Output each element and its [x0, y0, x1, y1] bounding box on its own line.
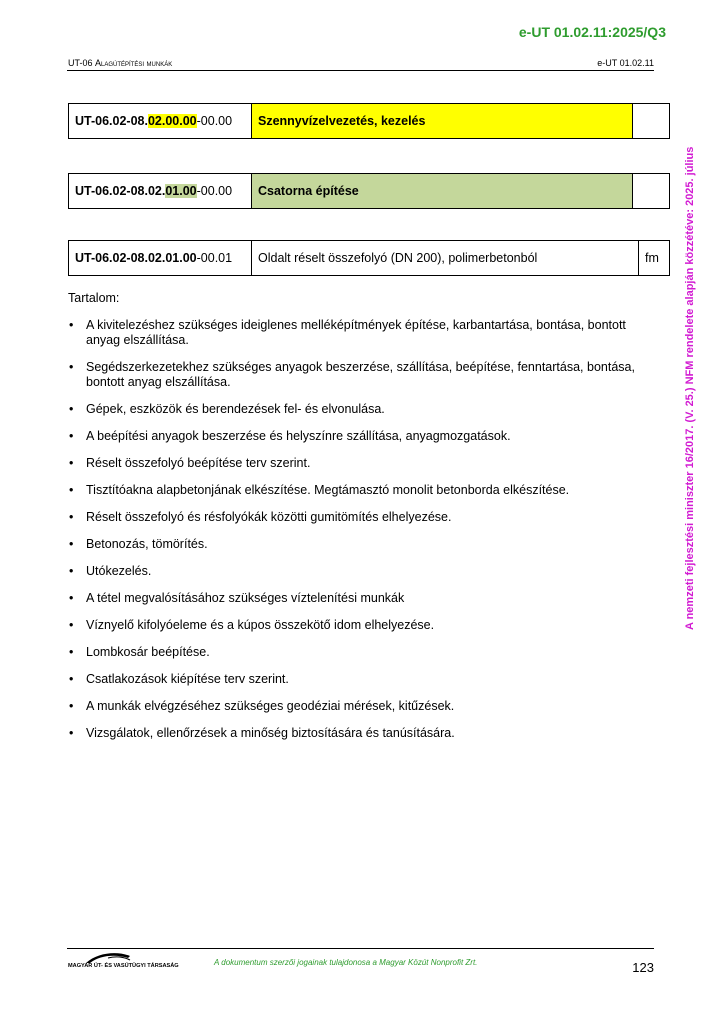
list-item: • Betonozás, tömörítés.: [68, 537, 648, 552]
item-unit: [633, 174, 670, 209]
header-chapter-prefix: UT-06: [68, 58, 96, 68]
item-code-table-level1: [68, 103, 670, 139]
document-code: e-UT 01.02.11:2025/Q3: [518, 24, 666, 40]
header-divider: [67, 70, 654, 71]
item-code-table-level3: [68, 240, 670, 276]
content-heading: Tartalom:: [68, 291, 120, 305]
list-item: • A munkák elvégzéséhez szükséges geodéziai mérések, kitűzések.: [68, 699, 648, 714]
header-chapter: [68, 58, 172, 68]
item-title: Oldalt réselt összefolyó (DN 200), polimerbetonból: [252, 241, 639, 276]
list-item: • Csatlakozások kiépítése terv szerint.: [68, 672, 648, 687]
society-logo: [68, 950, 179, 974]
code-suffix: -00.01: [196, 251, 233, 265]
list-item: • Tisztítóakna alapbetonjának elkészítése. Megtámasztó monolit betonborda elkészítése.: [68, 483, 648, 498]
list-item: • Víznyelő kifolyóeleme és a kúpos összekötő idom elhelyezése.: [68, 618, 648, 633]
table-row: [69, 241, 670, 276]
list-item: • Utókezelés.: [68, 564, 648, 579]
item-code: [69, 104, 252, 139]
item-unit: fm: [639, 241, 670, 276]
list-item: • A beépítési anyagok beszerzése és helyszínre szállítása, anyagmozgatások.: [68, 429, 648, 444]
content-list: [68, 318, 648, 753]
logo-swoosh-icon: [68, 950, 158, 964]
code-suffix: -00.00: [196, 184, 233, 198]
table-row: [69, 104, 670, 139]
copyright-note: A dokumentum szerzői jogainak tulajdonosa a Magyar Közút Nonprofit Zrt.: [214, 958, 478, 967]
item-title: Szennyvízelvezetés, kezelés: [252, 104, 633, 139]
list-item: • Segédszerkezetekhez szükséges anyagok beszerzése, szállítása, beépítése, fenntartása, bontása, bontott anyag elszállítása.: [68, 360, 648, 390]
item-code: [69, 174, 252, 209]
code-part: UT-06.02-08.02.01.00: [75, 251, 197, 265]
footer-divider: [67, 948, 654, 949]
side-publication-note: A nemzeti fejlesztési miniszter 16/2017. (V. 25.) NFM rendelete alapján közzétéve: 2025. július: [684, 146, 696, 630]
item-code-table-level2: [68, 173, 670, 209]
list-item: • Gépek, eszközök és berendezések fel- és elvonulása.: [68, 402, 648, 417]
code-highlight: 02.00.00: [147, 114, 197, 128]
table-row: [69, 174, 670, 209]
list-item: • A tétel megvalósításához szükséges víztelenítési munkák: [68, 591, 648, 606]
list-item: • Réselt összefolyó beépítése terv szerint.: [68, 456, 648, 471]
list-item: • Réselt összefolyó és résfolyókák közötti gumitömítés elhelyezése.: [68, 510, 648, 525]
item-code: [69, 241, 252, 276]
header-doc-ref: e-UT 01.02.11: [597, 58, 654, 68]
list-item: • A kivitelezéshez szükséges ideiglenes melléképítmények építése, karbantartása, bontása, bontott anyag elszállítása.: [68, 318, 648, 348]
list-item: • Vizsgálatok, ellenőrzések a minőség biztosítására és tanúsítására.: [68, 726, 648, 741]
page-number: 123: [632, 960, 654, 975]
item-title: Csatorna építése: [252, 174, 633, 209]
header-chapter-title: Alagútépítési munkák: [95, 58, 173, 68]
logo-text: MAGYAR ÚT- ÉS VASÚTÜGYI TÁRSASÁG: [68, 963, 179, 969]
code-suffix: -00.00: [196, 114, 233, 128]
item-unit: [633, 104, 670, 139]
code-part: UT-06.02-08.: [75, 114, 148, 128]
code-highlight: 01.00: [165, 184, 197, 198]
list-item: • Lombkosár beépítése.: [68, 645, 648, 660]
code-part: UT-06.02-08.02.: [75, 184, 166, 198]
